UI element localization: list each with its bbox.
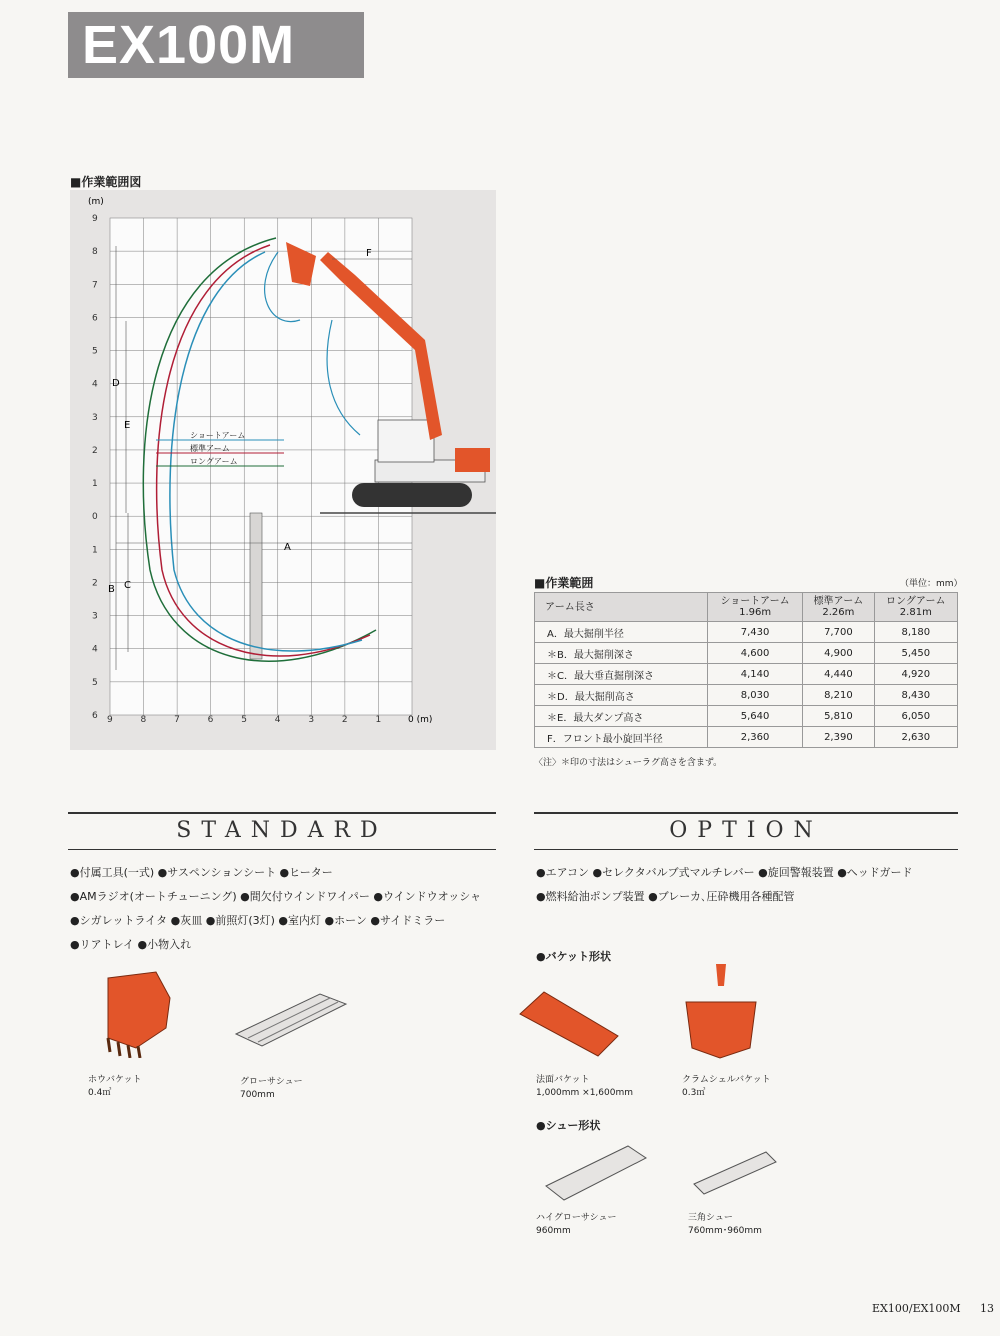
y-tick-label: 9 — [92, 214, 98, 224]
y-tick-label: 2 — [92, 445, 98, 456]
y-tick-label: 0 — [92, 512, 98, 523]
high-grouser-shoe-caption: ハイグローサシュー 960mm — [536, 1213, 617, 1236]
hoe-bucket-caption: ホウバケット 0.4㎥ — [88, 1075, 142, 1098]
standard-list-line: ●AMラジオ(オートチューニング) ●間欠付ウインドワイパー ●ウインドウオッシャ — [70, 890, 482, 903]
legend-standard: 標準アーム — [190, 444, 230, 453]
standard-list-line: ●シガレットライタ ●灰皿 ●前照灯(3灯) ●室内灯 ●ホーン ●サイドミラー — [70, 914, 446, 927]
x-tick-label: 9 — [107, 715, 113, 725]
shoe-shape-label: ●シュー形状 — [536, 1119, 601, 1132]
x-tick-label: 7 — [174, 715, 180, 725]
header-arm-length: アーム長さ — [535, 593, 708, 622]
legend-short: ショートアーム — [190, 431, 246, 440]
standard-list-line: ●付属工具(一式) ●サスペンションシート ●ヒーター — [70, 866, 333, 879]
page-title: EX100M — [82, 15, 296, 75]
y-tick-label: 2 — [92, 578, 98, 589]
y-tick-label: 4 — [92, 379, 98, 390]
y-tick-label: 3 — [92, 412, 98, 423]
x-tick-label: 1 — [375, 715, 382, 725]
dim-label-a: A — [284, 542, 291, 553]
x-tick-label: 3 — [308, 715, 315, 725]
triangle-shoe-image — [690, 1148, 780, 1198]
bucket-shape-label: ●バケット形状 — [536, 950, 612, 963]
x-tick-label: 6 — [207, 715, 214, 725]
header-standard-arm: 標準アーム 2.26m — [803, 593, 874, 622]
dim-label-f: F — [366, 248, 372, 259]
table-row: A．最大掘削半径 7,430 7,700 8,180 — [535, 622, 958, 643]
clamshell-bucket-image — [676, 962, 766, 1062]
y-tick-label: 5 — [92, 346, 98, 357]
y-tick-label: 6 — [92, 313, 98, 324]
y-tick-label: 7 — [92, 280, 98, 291]
legend-long: ロングアーム — [190, 457, 238, 466]
dim-label-b: B — [108, 584, 115, 595]
standard-list-line: ●リアトレイ ●小物入れ — [70, 938, 192, 951]
slope-bucket-caption: 法面バケット 1,000mm ×1,600mm — [536, 1075, 634, 1098]
y-unit-label: (m) — [88, 197, 104, 207]
x-tick-label: 2 — [341, 715, 348, 725]
clamshell-bucket-caption: クラムシェルバケット 0.3㎥ — [682, 1075, 771, 1098]
x-unit-label: 0 (m) — [408, 715, 433, 725]
x-tick-label: 5 — [241, 715, 247, 725]
y-tick-label: 1 — [92, 545, 98, 556]
table-row: ＊E．最大ダンプ高さ 5,640 5,810 6,050 — [535, 706, 958, 727]
y-tick-label: 8 — [92, 247, 98, 258]
slope-bucket-image — [514, 984, 624, 1060]
high-grouser-shoe-image — [540, 1140, 650, 1204]
working-range-svg — [70, 190, 496, 750]
standard-heading: STANDARD — [176, 818, 388, 843]
option-heading: OPTION — [669, 818, 823, 843]
grouser-shoe-image — [230, 990, 350, 1050]
header-long-arm: ロングアーム 2.81m — [874, 593, 957, 622]
table-row: ＊B．最大掘削深さ 4,600 4,900 5,450 — [535, 643, 958, 664]
option-list-line: ●エアコン ●セレクタバルブ式マルチレバー ●旋回警報装置 ●ヘッドガード — [536, 866, 913, 879]
trench-wall — [250, 513, 262, 659]
footer-page-number: 13 — [980, 1302, 994, 1315]
table-row: F．フロント最小旋回半径 2,360 2,390 2,630 — [535, 727, 958, 748]
table-row: ＊D．最大掘削高さ 8,030 8,210 8,430 — [535, 685, 958, 706]
spec-table-unit: （単位：mm） — [900, 579, 963, 589]
x-tick-label: 4 — [274, 715, 281, 725]
cab — [378, 420, 434, 462]
y-tick-label: 4 — [92, 644, 98, 655]
triangle-shoe-caption: 三角シュー 760mm･960mm — [688, 1213, 762, 1236]
spec-table-header — [535, 593, 958, 622]
option-list-line: ●燃料給油ポンプ装置 ●ブレーカ､圧砕機用各種配管 — [536, 890, 795, 903]
y-tick-label: 6 — [92, 711, 98, 721]
diagram-label: ■作業範囲図 — [70, 175, 142, 189]
option-bottom-rule — [534, 849, 958, 850]
working-range-diagram — [70, 190, 496, 750]
standard-bottom-rule — [68, 849, 496, 850]
footer-model: EX100/EX100M — [872, 1302, 961, 1315]
crawler-track — [352, 483, 472, 507]
y-tick-label: 3 — [92, 611, 98, 622]
counterweight — [455, 448, 490, 472]
dim-label-c: C — [124, 580, 131, 591]
standard-top-rule — [68, 812, 496, 814]
dim-label-e: E — [124, 420, 131, 431]
y-tick-label: 5 — [92, 677, 98, 688]
option-top-rule — [534, 812, 958, 814]
grouser-shoe-caption: グローサシュー 700mm — [240, 1077, 303, 1100]
table-row: ＊C．最大垂直掘削深さ 4,140 4,440 4,920 — [535, 664, 958, 685]
spec-table-note: 〈注〉＊印の寸法はシューラグ高さを含まず。 — [534, 758, 723, 768]
hoe-bucket-image — [96, 968, 176, 1058]
x-tick-label: 8 — [140, 715, 147, 725]
spec-table-label: ■作業範囲 — [534, 576, 594, 590]
dim-label-d: D — [112, 378, 120, 389]
spec-table — [534, 592, 958, 748]
header-short-arm: ショートアーム 1.96m — [708, 593, 803, 622]
y-tick-label: 1 — [92, 479, 98, 490]
